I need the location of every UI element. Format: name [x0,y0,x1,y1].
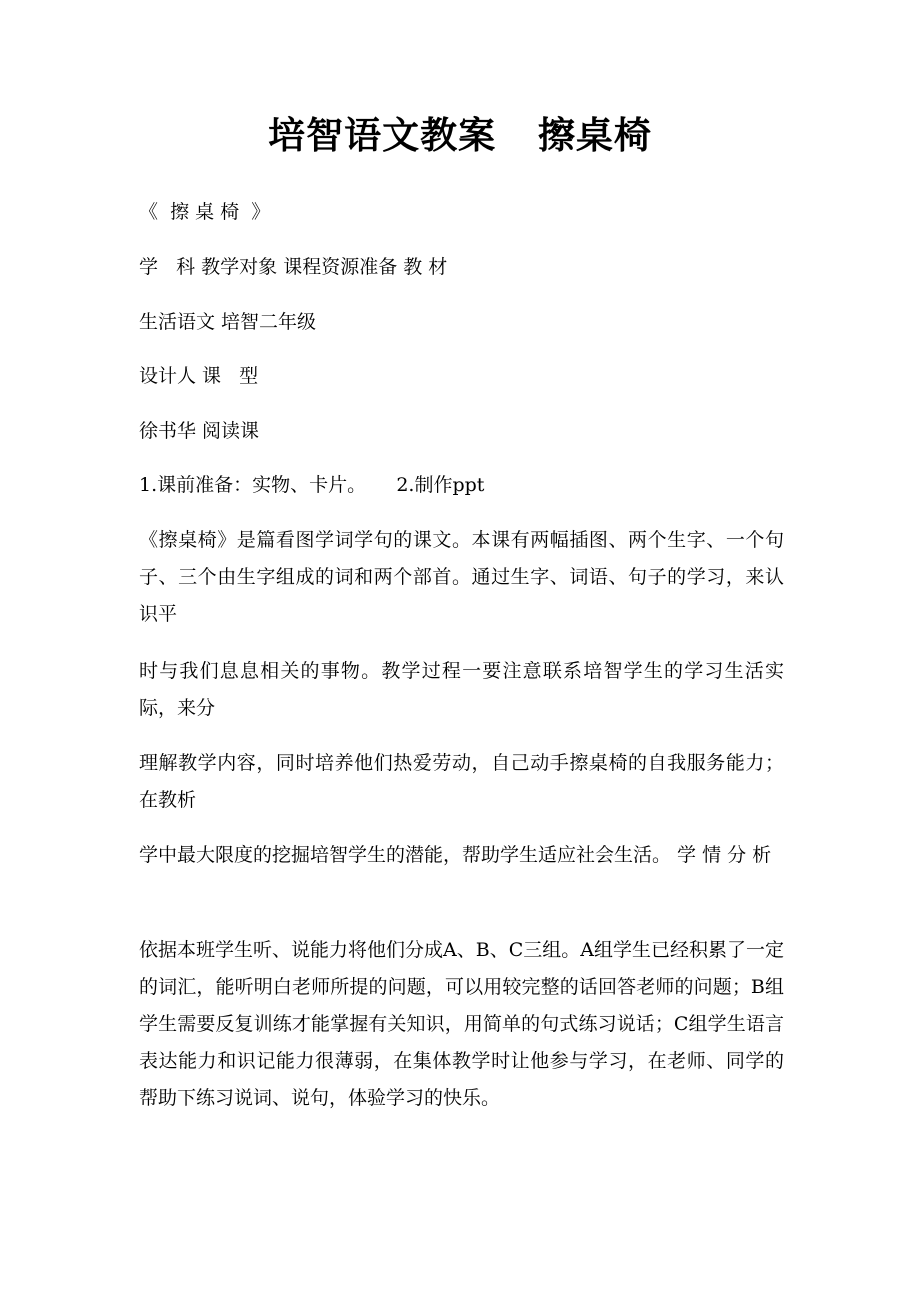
table-header-line: 学 科 教学对象 课程资源准备 教 材 [139,256,448,278]
document-title: 培智语文教案 擦桌椅 [268,114,652,157]
designer-row-line: 徐书华 阅读课 [139,420,260,442]
preparation-line: 1.课前准备：实物、卡片。 2.制作ppt [139,474,485,496]
analysis-paragraph-4: 学中最大限度的挖掘培智学生的潜能，帮助学生适应社会生活。 学 情 分 析 [139,844,772,866]
subject-row-line: 生活语文 培智二年级 [139,311,317,333]
analysis-paragraph-2: 时与我们息息相关的事物。教学过程一要注意联系培智学生的学习生活实际，来分 [139,660,784,719]
analysis-paragraph-1: 《擦桌椅》是篇看图学词学句的课文。本课有两幅插图、两个生字、一个句子、三个由生字组成的词和两个部首。通过生字、词语、句子的学习，来认识平 [139,529,784,625]
lesson-name-line: 《 擦 桌 椅 》 [139,201,271,223]
designer-header-line: 设计人 课 型 [139,365,259,387]
analysis-paragraph-3: 理解教学内容，同时培养他们热爱劳动，自己动手擦桌椅的自我服务能力；在教析 [139,752,784,811]
students-paragraph: 依据本班学生听、说能力将他们分成A、B、C三组。A组学生已经积累了一定的词汇，能听明白老师所提的问题，可以用较完整的话回答老师的问题；B组学生需要反复训练才能掌握有关知识，用简单的句式练习说话；C组学生语言表达能力和识记能力很薄弱，在集体教学时让他参与学习，在老师、同学的帮助下练习说词、说句，体验学习的快乐。 [139,939,784,1109]
